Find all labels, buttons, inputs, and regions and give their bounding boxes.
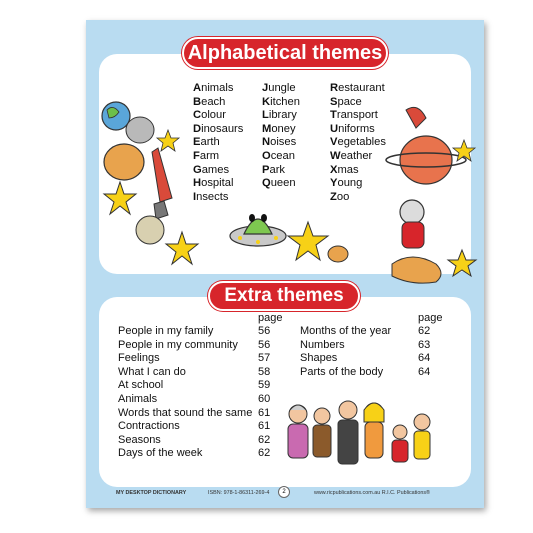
extra-theme-page: 62 <box>418 325 431 337</box>
extra-theme-page: 64 <box>418 365 431 378</box>
extra-theme-page: 63 <box>418 338 431 351</box>
theme-item: Transport <box>330 109 378 122</box>
extra-theme-title: Parts of the body <box>300 365 384 378</box>
footer-publisher: www.ricpublications.com.au R.I.C. Publications® <box>314 490 431 496</box>
theme-item: Weather <box>330 149 373 162</box>
theme-item: Library <box>262 109 297 122</box>
theme-item: Restaurant <box>330 82 385 94</box>
extra-themes-list-right <box>300 325 438 379</box>
theme-item: Jungle <box>262 82 296 94</box>
theme-item: Earth <box>193 136 220 149</box>
theme-item: Games <box>193 163 230 176</box>
theme-item: Farm <box>193 149 220 162</box>
extra-theme-page: 62 <box>258 433 271 446</box>
alphabetical-themes-heading: Alphabetical themes <box>182 37 388 69</box>
theme-item: Colour <box>193 109 226 122</box>
extra-theme-title: People in my family <box>118 325 214 337</box>
theme-item: Ocean <box>262 149 295 162</box>
theme-item: Insects <box>193 190 229 203</box>
theme-item: Vegetables <box>330 136 386 149</box>
footer-isbn: ISBN: 978-1-86311-269-4 <box>208 490 270 496</box>
theme-item: Queen <box>262 177 296 190</box>
extra-theme-title: At school <box>118 379 164 392</box>
theme-item: Kitchen <box>262 95 300 108</box>
extra-theme-row <box>118 352 278 366</box>
extra-theme-page: 56 <box>258 325 271 337</box>
extra-themes-list-left <box>118 325 278 461</box>
extra-theme-page: 64 <box>418 352 431 365</box>
themes-column-3 <box>330 82 386 204</box>
extra-theme-row <box>300 325 438 339</box>
extra-theme-row <box>118 434 278 448</box>
theme-item: Uniforms <box>330 122 375 135</box>
extra-theme-title: Numbers <box>300 338 345 351</box>
extra-theme-page: 61 <box>258 420 271 433</box>
extra-theme-row <box>118 407 278 421</box>
extra-theme-title: Seasons <box>118 433 161 446</box>
extra-theme-page: 58 <box>258 365 271 378</box>
extra-theme-page: 59 <box>258 379 271 392</box>
extra-theme-title: Shapes <box>300 352 338 365</box>
extra-theme-page: 62 <box>258 447 271 460</box>
page-column-header-left: page <box>258 312 283 324</box>
theme-item: Beach <box>193 95 226 108</box>
extra-theme-title: Contractions <box>118 420 180 433</box>
extra-theme-row <box>118 393 278 407</box>
extra-theme-row <box>118 339 278 353</box>
extra-theme-row <box>300 339 438 353</box>
theme-item: Money <box>262 122 296 135</box>
planets-rocket-illustration <box>98 90 178 290</box>
extra-theme-page: 57 <box>258 352 271 365</box>
extra-theme-title: People in my community <box>118 338 238 351</box>
extra-theme-row <box>118 325 278 339</box>
page-number: 2 <box>278 486 290 498</box>
extra-theme-title: Animals <box>118 392 158 405</box>
themes-column-1 <box>193 82 243 204</box>
footer-title: MY DESKTOP DICTIONARY <box>116 490 187 496</box>
theme-item: Young <box>330 177 363 190</box>
extra-theme-row <box>118 420 278 434</box>
theme-item: Park <box>262 163 286 176</box>
theme-item: Noises <box>262 136 297 149</box>
page-column-header-right: page <box>418 312 443 324</box>
extra-theme-row <box>300 352 438 366</box>
astronaut-planet-illustration <box>386 100 482 290</box>
star-icon <box>286 220 346 264</box>
extra-themes-heading: Extra themes <box>208 281 360 311</box>
dictionary-page <box>86 20 484 508</box>
theme-item: Zoo <box>330 190 350 203</box>
extra-theme-row <box>118 379 278 393</box>
theme-item: Animals <box>193 82 234 94</box>
extra-theme-page: 60 <box>258 392 271 405</box>
extra-theme-title: Words that sound the same <box>118 406 253 419</box>
extra-theme-row <box>300 366 438 380</box>
theme-item: Dinosaurs <box>193 122 244 135</box>
extra-theme-title: Feelings <box>118 352 160 365</box>
themes-column-2 <box>262 82 300 191</box>
extra-theme-row <box>118 366 278 380</box>
extra-theme-page: 61 <box>258 406 271 419</box>
extra-theme-title: Days of the week <box>118 447 203 460</box>
extra-theme-title: Months of the year <box>300 325 392 337</box>
extra-theme-row <box>118 447 278 461</box>
extra-theme-page: 56 <box>258 338 271 351</box>
extra-theme-title: What I can do <box>118 365 186 378</box>
theme-item: Space <box>330 95 362 108</box>
family-people-illustration <box>282 400 442 480</box>
theme-item: Hospital <box>193 177 234 190</box>
theme-item: Xmas <box>330 163 359 176</box>
